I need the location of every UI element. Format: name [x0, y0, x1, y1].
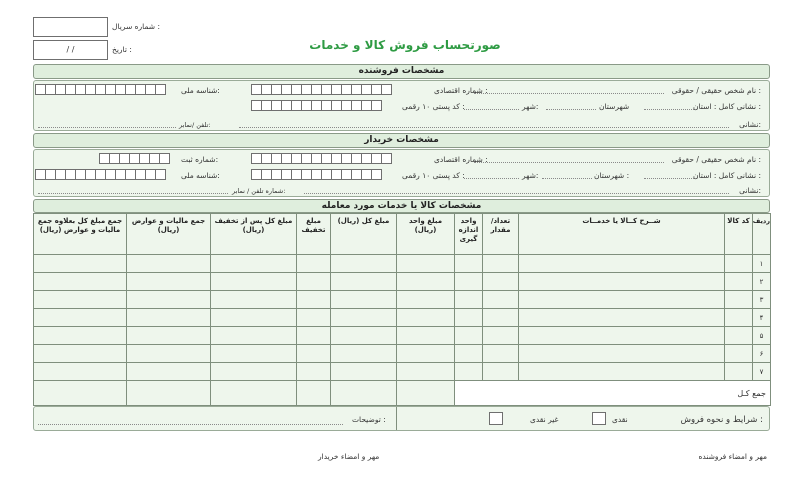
seller-economic-cells[interactable] [252, 84, 392, 95]
buyer-province-line [644, 178, 694, 179]
cash-checkbox[interactable] [592, 412, 606, 425]
col-tax-header: جمع مالیات و عوارض (ریال) [127, 214, 211, 255]
buyer-city-line [464, 178, 519, 179]
noncash-checkbox[interactable] [489, 412, 503, 425]
seller-name-line [474, 93, 664, 94]
document-title: صورتحساب فروش کالا و خدمات [309, 38, 501, 52]
terms-divider [396, 407, 397, 430]
seller-postal-label: کد پستی ۱۰ رقمی : [402, 102, 465, 111]
col-unit-price-header: مبلغ واحد (ریال) [397, 214, 455, 255]
buyer-national-id-cells[interactable] [36, 169, 166, 180]
row-number: ۵ [753, 327, 771, 345]
seller-address2-label: نشانی: [739, 120, 761, 129]
col-desc-header: شــرح کــالا یا خدمــات [519, 214, 725, 255]
col-qty-header: تعداد/ مقدار [483, 214, 519, 255]
table-row [34, 327, 771, 345]
seller-section-header: مشخصات فروشنده [33, 64, 770, 79]
row-number: ۲ [753, 273, 771, 291]
total-label: جمع کـل [737, 388, 766, 398]
seller-postal-cells[interactable] [252, 100, 382, 111]
seller-signature-label: مهر و امضاء فروشنده [698, 452, 767, 461]
seller-phone-label: تلفن /نمابر: [179, 121, 211, 129]
buyer-reg-label: شماره ثبت: [181, 155, 219, 164]
table-row [34, 363, 771, 381]
buyer-address2-label: نشانی: [739, 186, 761, 195]
buyer-county-label: شهرستان : [594, 171, 630, 180]
buyer-address-label: نشانی کامل : استان : [693, 171, 761, 180]
date-field[interactable] [33, 40, 108, 60]
serial-number-label: شماره سریال : [112, 22, 161, 31]
buyer-address2-line [304, 193, 729, 194]
seller-city-line [464, 109, 519, 110]
seller-county-line [546, 109, 596, 110]
buyer-postal-label: کد پستی ۱۰ رقمی : [402, 171, 465, 180]
table-row [34, 309, 771, 327]
items-table [33, 213, 771, 406]
total-label-cell [455, 381, 771, 406]
buyer-economic-cells[interactable] [252, 153, 392, 164]
buyer-city-label: شهر: [522, 171, 539, 180]
seller-national-id-cells[interactable] [36, 84, 166, 95]
col-total-header: مبلغ کل (ریال) [331, 214, 397, 255]
total-row [34, 381, 771, 406]
seller-economic-label: شماره اقتصادی : [434, 86, 488, 95]
buyer-economic-label: شماره اقتصادی : [434, 155, 488, 164]
seller-panel [33, 80, 770, 131]
seller-city-label: شهر: [522, 102, 539, 111]
serial-number-field[interactable] [33, 17, 108, 37]
buyer-signature-label: مهر و امضاء خریدار [318, 452, 380, 461]
seller-national-id-label: شناسه ملی: [181, 86, 220, 95]
table-row [34, 273, 771, 291]
buyer-reg-cells[interactable] [100, 153, 170, 164]
table-row [34, 345, 771, 363]
col-discount-header: مبلغ تخفیف [297, 214, 331, 255]
date-label: تاریخ : [112, 45, 132, 54]
notes-label: توضیحات : [352, 415, 386, 424]
date-slashes: / / [66, 45, 75, 54]
col-code-header: کد کالا [725, 214, 753, 255]
buyer-national-id-label: شناسه ملی: [181, 171, 220, 180]
notes-line[interactable] [38, 424, 343, 425]
cash-label: نقدی [612, 415, 628, 424]
buyer-panel [33, 149, 770, 197]
row-number: ۱ [753, 255, 771, 273]
row-number: ۴ [753, 309, 771, 327]
col-unit-header: واحد اندازه گیری [455, 214, 483, 255]
seller-phone-line [38, 127, 176, 128]
terms-panel [33, 406, 770, 431]
buyer-section-header: مشخصات خریدار [33, 133, 770, 148]
col-row-header: ردیف [753, 214, 771, 255]
buyer-postal-cells[interactable] [252, 169, 382, 180]
terms-label: شرایط و نحوه فروش : [680, 415, 763, 425]
items-section-header: مشخصات کالا یا خدمات مورد معامله [33, 199, 770, 213]
buyer-name-label: نام شخص حقیقی / حقوقی : [671, 155, 761, 164]
buyer-county-line [542, 178, 592, 179]
row-number: ۶ [753, 345, 771, 363]
seller-name-label: نام شخص حقیقی / حقوقی : [671, 86, 761, 95]
table-row [34, 291, 771, 309]
seller-province-line [644, 109, 694, 110]
buyer-phone-line [38, 193, 228, 194]
row-number: ۳ [753, 291, 771, 309]
col-grand-header: جمع مبلغ کل بعلاوه جمع مالیات و عوارض (ریال) [34, 214, 127, 255]
noncash-label: غیر نقدی [530, 415, 559, 424]
table-row [34, 255, 771, 273]
buyer-phone-label: شماره تلفن / نمابر: [232, 187, 286, 195]
seller-address2-line [239, 127, 729, 128]
seller-county-label: شهرستان [599, 102, 630, 111]
seller-address-label: نشانی کامل : استان : [693, 102, 761, 111]
row-number: ۷ [753, 363, 771, 381]
buyer-name-line [474, 162, 664, 163]
col-after-discount-header: مبلغ کل پس از تخفیف (ریال) [211, 214, 297, 255]
